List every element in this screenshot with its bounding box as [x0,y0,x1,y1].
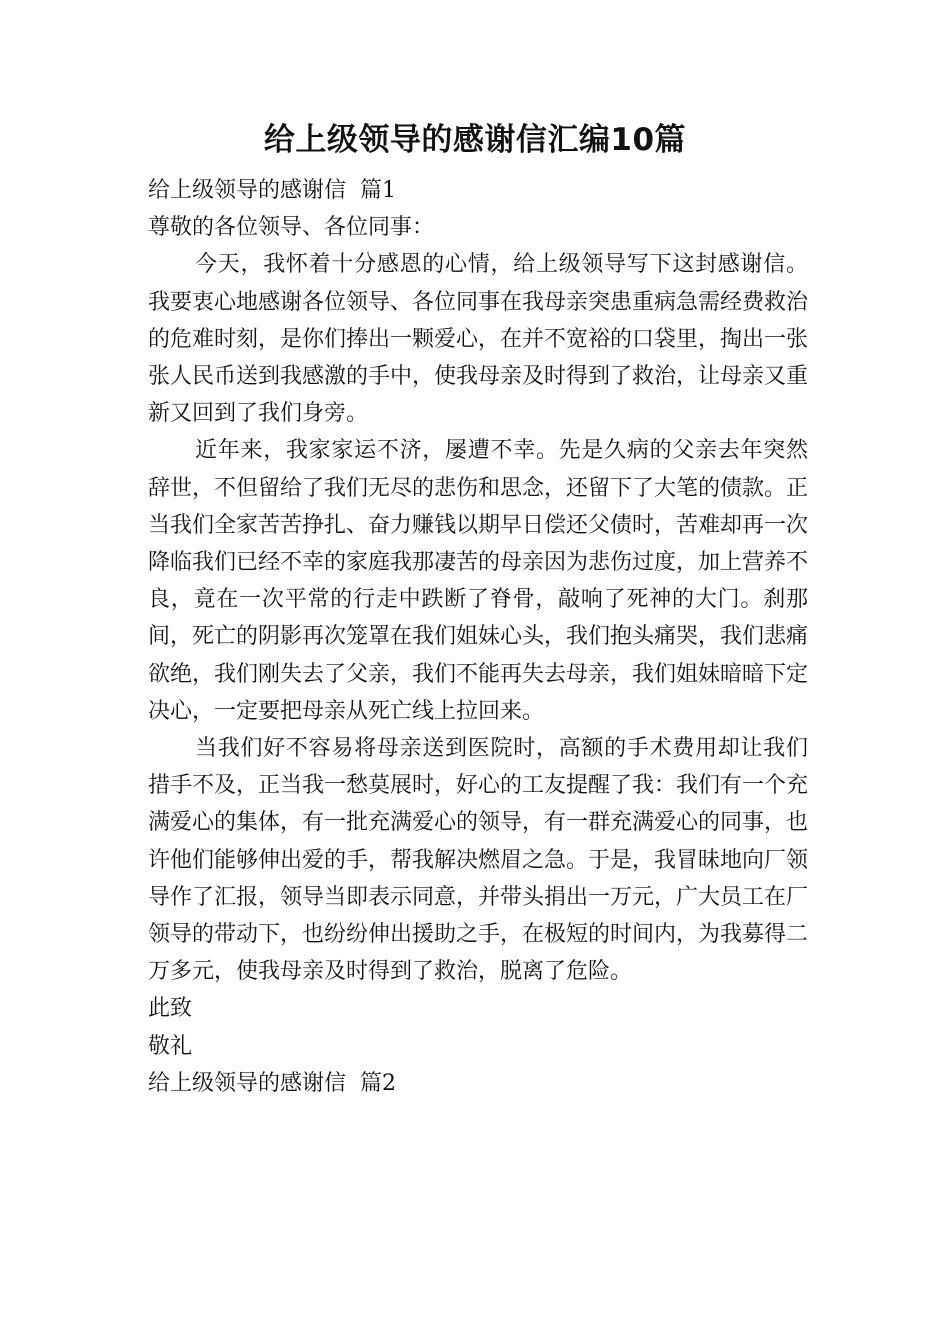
document-body [148,172,808,1102]
section-heading: 给上级领导的感谢信 篇1 [148,178,396,203]
salutation: 尊敬的各位领导、各位同事： [148,215,435,241]
document-title: 给上级领导的感谢信汇编10篇 [263,122,687,158]
closing-line: 此致 [148,996,193,1022]
body-paragraph: 当我们好不容易将母亲送到医院时，高额的手术费用却让我们措手不及，正当我一愁莫展时，好心的工友提醒了我：我们有一个充满爱心的集体，有一批充满爱心的领导，有一群充满爱心的同事，也许他们能够伸出爱的手，帮我解决燃眉之急。于是，我冒昧地向厂领导作了汇报，领导当即表示同意，并带头捐出一万元，广大员工在厂领导的带动下，也纷纷伸出援助之手，在极短的时间内，为我募得二万多元，使我母亲及时得到了救治，脱离了危险。 [148,736,809,985]
closing-regards: 敬礼 [148,1033,193,1059]
body-paragraph: 近年来，我家家运不济，屡遭不幸。先是久病的父亲去年突然辞世，不但留给了我们无尽的悲伤和思念，还留下了大笔的债款。正当我们全家苦苦挣扎、奋力赚钱以期早日偿还父债时，苦难却再一次降临我们已经不幸的家庭我那凄苦的母亲因为悲伤过度，加上营养不良，竟在一次平常的行走中跌断了脊骨，敲响了死神的大门。刹那间，死亡的阴影再次笼罩在我们姐妹心头，我们抱头痛哭，我们悲痛欲绝，我们刚失去了父亲，我们不能再失去母亲，我们姐妹暗暗下定决心，一定要把母亲从死亡线上拉回来。 [148,438,809,724]
section-heading: 给上级领导的感谢信 篇2 [148,1070,396,1096]
body-paragraph: 今天，我怀着十分感恩的心情，给上级领导写下这封感谢信。我要衷心地感谢各位领导、各位同事在我母亲突患重病急需经费救治的危难时刻，是你们捧出一颗爱心，在并不宽裕的口袋里，掏出一张张人民币送到我感激的手中，使我母亲及时得到了救治，让母亲又重新又回到了我们身旁。 [148,252,809,427]
